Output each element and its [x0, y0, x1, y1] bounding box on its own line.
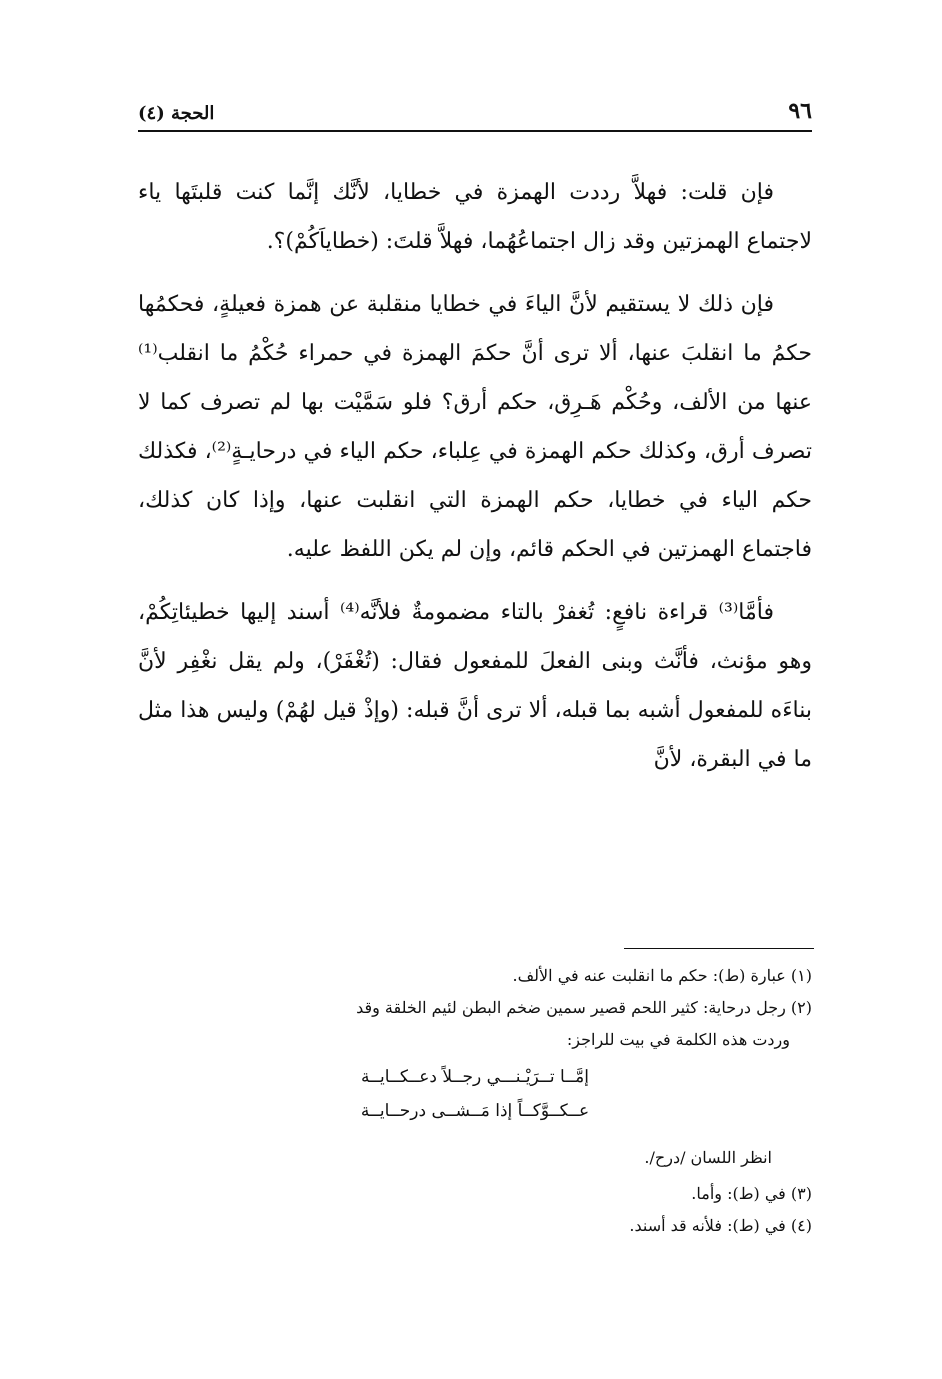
paragraph-1: فإن قلت: فهلاَّ رددت الهمزة في خطايا، لأنَّك إنَّما كنت قلبتَها ياء لاجتماع الهمزتين وقد زال اجتماعُهُما، فهلاَّ قلتَ: (خطاياَكُمْ)؟. — [138, 180, 812, 254]
footnote-2-continuation: وردت هذه الكلمة في بيت للراجز: — [566, 1030, 790, 1049]
running-title: الحجة (٤) — [138, 103, 215, 124]
verse-line-1: إمَّــا تــرَيْـنـــي رجــلاً دعــكــايــة — [360, 1067, 590, 1087]
main-text — [138, 168, 812, 798]
page-header — [138, 92, 812, 132]
footnote-3: (٣) في (ط): وأما. — [691, 1184, 812, 1203]
footnote-2: (٢) رجل درحاية: كثير اللحم قصير سمين ضخم البطن لئيم الخلقة وقد — [356, 998, 812, 1017]
footnotes — [138, 960, 812, 1242]
footnote-1: (١) عبارة (ط): حكم ما انقلبت عنه في الألف. — [512, 966, 812, 985]
page-number: ٩٦ — [788, 98, 812, 124]
paragraph-2: فإن ذلك لا يستقيم لأنَّ الياءَ في خطايا منقلبة عن همزة فعيلةٍ، فحكمُها حكمُ ما انقلبَ عنها، ألا ترى أنَّ حكمَ الهمزة في حمراء حُكْمُ ما انقلب⁽¹⁾ عنها من الألف، وحُكْم هَـرِق، حكم أرق؟ فلو سَمَّيْت بها لم تصرف كما لا تصرف أرق، وكذلك حكم الهمزة في عِلباء، حكم الياء في درحايـةٍ⁽²⁾، فكذلك حكم الياء في خطايا، حكم الهمزة التي انقلبت عنها، وإذا كان كذلك، فاجتماع الهمزتين في الحكم قائم، وإن لم يكن اللفظ عليه. — [138, 292, 812, 562]
footnote-4: (٤) في (ط): فلأنه قد أسند. — [629, 1216, 812, 1235]
paragraph-3: فأمَّا⁽³⁾ قراءة نافعٍ: تُغفرْ بالتاء مضمومةٌ فلأنَّه⁽⁴⁾ أسند إليها خطيئاتِكُمْ، وهو مؤنث، فأنَّث وبنى الفعلَ للمفعول فقال: (تُغْفَرْ)، ولم يقل نغْفِر لأنَّ بناءَه للمفعول أشبه بما قبله، ألا ترى أنَّ قبله: (وإذْ قيل لهُمْ) وليس هذا مثل ما في البقرة، لأنَّ — [138, 600, 812, 772]
footnote-separator — [624, 948, 814, 949]
verse-line-2: عــكــوَّكــاً إذا مَــشــى درحــايــة — [360, 1101, 590, 1121]
footnote-reference: انظر اللسان /درح/. — [644, 1148, 772, 1167]
